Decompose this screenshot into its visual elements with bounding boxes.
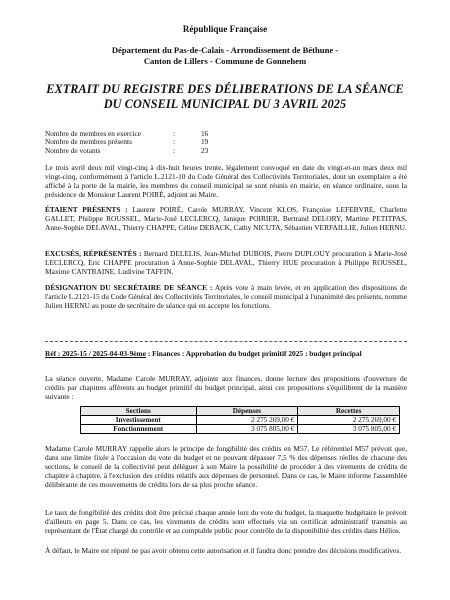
section-cell: Fonctionnement — [81, 425, 197, 434]
presents-paragraph — [45, 205, 407, 232]
count-row — [45, 147, 221, 155]
table-row — [81, 416, 400, 425]
fongibilite-paragraph: Madame Carole MURRAY rappelle alors le principe de fongibilité des crédits en M57. Le référentiel M57 prévoit que, dans une limite fixée à l'occasion du vote du budget et ne pouvant dépasser 7,5 % des dépenses réelles de chacune des sections, le conseil de la collectivité peut déléguer à son Maire la possibilité de procéder à des virements de crédits de chapitre à chapitre, à l'exclusion des crédits relatifs aux dépenses de personnel. Dans ce cas, le Maire informe l'assemblée délibérante de ces mouvements de crédits lors de sa plus proche séance. — [45, 444, 407, 490]
intro-paragraph: Le trois avril deux mil vingt-cinq à dix-huit heures trente, légalement convoqué en date du vingt-et-un mars deux mil vingt-cinq, conformément à l'article L.2121-10 du Code Général des Collectivités Territoriales, dont un exemplaire a été affiché à la porte de la mairie, les membres du conseil municipal se sont réunis en mairie, en séance ordinaire, sous la présidence de Monsieur Laurent POIRÉ, adjoint au Maire. — [45, 163, 407, 200]
recettes-cell: 3 075 805,00 € — [298, 425, 400, 434]
budget-table — [80, 406, 400, 434]
excuses-paragraph — [45, 249, 407, 276]
count-separator: : — [173, 137, 176, 147]
depenses-cell: 2 275 269,00 € — [196, 416, 298, 425]
secretaire-text: Après vote à main levée, et en application des dispositions de l'article L.2121-15 du Code Général des Collectivités Territoriales, le conseil municipal à l'unanimité des présents, nomme Julien HERNU au poste de secrétaire de séance qui en accepte les fonctions. — [45, 283, 407, 311]
title-line-2: DU CONSEIL MUNICIPAL DU 3 AVRIL 2025 — [103, 96, 347, 111]
republic-heading: République Française — [182, 24, 268, 34]
count-value: 19 — [201, 137, 209, 147]
recettes-cell: 2 275 269,00 € — [298, 416, 400, 425]
count-label: Nombre de membres en exercice — [45, 129, 142, 138]
deliberation-reference — [45, 349, 407, 358]
secretaire-paragraph — [45, 283, 407, 310]
department-line-2: Canton de Lillers - Commune de Gonnehem — [143, 56, 307, 66]
depenses-cell: 3 075 805,00 € — [196, 425, 298, 434]
title-line-1: EXTRAIT DU REGISTRE DES DÉLIBERATIONS DE LA SÉANCE — [46, 82, 404, 96]
count-value: 16 — [201, 129, 209, 138]
section-divider — [45, 341, 407, 342]
excuses-label: EXCUSÉS, RÉPRÉSENTÉS : — [45, 249, 142, 258]
taux-paragraph: Le taux de fongibilité des crédits doit être précisé chaque année lors du vote du budget, la maquette budgétaire le prévoit d'ailleurs en page 5. Dans ce cas, les virements de crédits sont effectués via un certificat administratif transmis au représentant de l'État chargé du contrôle et au comptable public pour contrôle de la disponibilité des crédits dans Hélios. — [45, 508, 407, 536]
column-header: Dépenses — [196, 407, 298, 416]
department-heading — [40, 45, 410, 67]
table-row — [81, 425, 400, 434]
table-header-row — [81, 407, 400, 416]
count-separator: : — [173, 145, 176, 155]
presents-label: ÉTAIENT PRÉSENTS : — [45, 205, 128, 214]
member-counts — [45, 130, 221, 155]
excuses-text: Bernard DELELIS, Jean-Michel DUBOIS, Pierre DUPLOUY procuration à Marie-José LECLERCQ, Eric CHAPPE procuration à Anne-Sophie DELAVAL, Thierry HUE procuration à Philippe ROUSSEL, Maxime CANTRAINE, Ludivine TAFFIN. — [45, 249, 407, 277]
deliberation-subject: : Finances : Approbation du budget primitif 2025 : budget principal — [145, 349, 362, 358]
column-header: Recettes — [298, 407, 400, 416]
deliberation-ref: Réf : 2025-15 / 2025-04-03-9ème — [45, 349, 146, 358]
count-separator: : — [173, 129, 176, 138]
section-cell: Investissement — [81, 416, 197, 425]
secretaire-label: DÉSIGNATION DU SECRÉTAIRE DE SÉANCE : — [45, 283, 213, 292]
department-line-1: Département du Pas-de-Calais - Arrondissement de Béthune - — [111, 45, 339, 55]
count-label: Nombre de membres présents — [45, 137, 132, 147]
count-label: Nombre de votants — [45, 145, 101, 155]
seance-paragraph: La séance ouverte, Madame Carole MURRAY, adjointe aux finances, donne lecture des propositions d'ouverture de crédits par chapitres afférents au budget primitif du budget principal, ainsi ces propositions s'équilibrent de la manière suivante : — [45, 374, 407, 402]
defaut-paragraph: À défaut, le Maire est réputé ne pas avoir obtenu cette autorisation et il faudra donc prendre des décisions modificatives. — [45, 546, 402, 555]
column-header: Sections — [81, 407, 197, 416]
presents-text: Laurent POIRÉ, Carole MURRAY, Vincent KLOS, Françoise LEFEBVRE, Charlette GALLET, Philippe ROUSSEL, Marie-José LECLERCQ, Janique POIRIER, Bertrand DELORY, Martine PETITPAS, Anne-Sophie DELAVAL, Thierry CHAPPE, Céline DEBACK, Cathy NICUTA, Sébastien VERFAILLIE, Julien HERNU. — [45, 205, 407, 233]
document-title — [20, 82, 430, 111]
count-value: 23 — [201, 145, 209, 155]
